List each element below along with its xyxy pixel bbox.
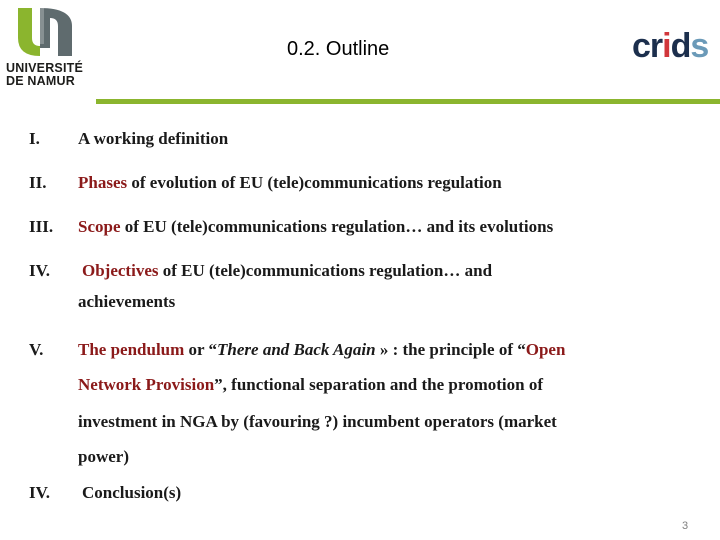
crids-letter-d: d [670,27,691,65]
item-text: Conclusion(s) [82,483,182,502]
item-text-rest-b: » : the principle of “ [375,340,526,359]
item-text-rest: of EU (tele)communications regulation… and its evolutions [120,217,554,236]
item-text-continued: power) [78,447,129,466]
item-text [78,340,565,360]
item-text [78,217,553,237]
item-keyword: Scope [78,217,121,236]
crids-letter-c: c [632,27,650,65]
item-text-continued: achievements [78,292,176,311]
crids-letter-r: r [649,27,663,65]
crids-logo [632,26,708,70]
item-text-continued: investment in NGA by (favouring ?) incumbent operators (market [78,412,557,431]
page-number: 3 [682,520,689,532]
logo-text-de-namur: DE NAMUR [6,74,75,88]
item-keyword: Phases [78,173,128,192]
item-number: V. [29,340,44,359]
unamur-logo [6,4,84,88]
item-number: IV. [29,261,50,280]
item-keyword: Objectives [82,261,159,280]
logo-text-universite: UNIVERSITÉ [6,61,84,75]
item-italic-title: There and Back Again [217,340,376,359]
item-text-rest: of evolution of EU (tele)communications regulation [127,173,502,192]
item-text [82,261,492,281]
item-number: I. [29,129,40,148]
item-text-continued [78,375,543,395]
item-keyword: The pendulum [78,340,185,359]
item-text-rest: of EU (tele)communications regulation… and [158,261,493,280]
item-text-rest-c: ”, functional separation and the promotion of [214,375,544,394]
item-text-rest: or “ [184,340,218,359]
crids-letter-i: i [662,27,671,65]
unamur-emblem-icon [14,4,76,58]
item-number: II. [29,173,47,192]
item-keyword-3: Network Provision [78,375,215,394]
crids-letter-s: s [690,27,709,65]
item-text: A working definition [78,129,229,148]
item-keyword-2: Open [525,340,566,359]
item-text [78,173,502,193]
title-divider [96,99,720,104]
slide-title: 0.2. Outline [287,38,390,60]
item-number: III. [29,217,54,236]
item-number: IV. [29,483,50,502]
